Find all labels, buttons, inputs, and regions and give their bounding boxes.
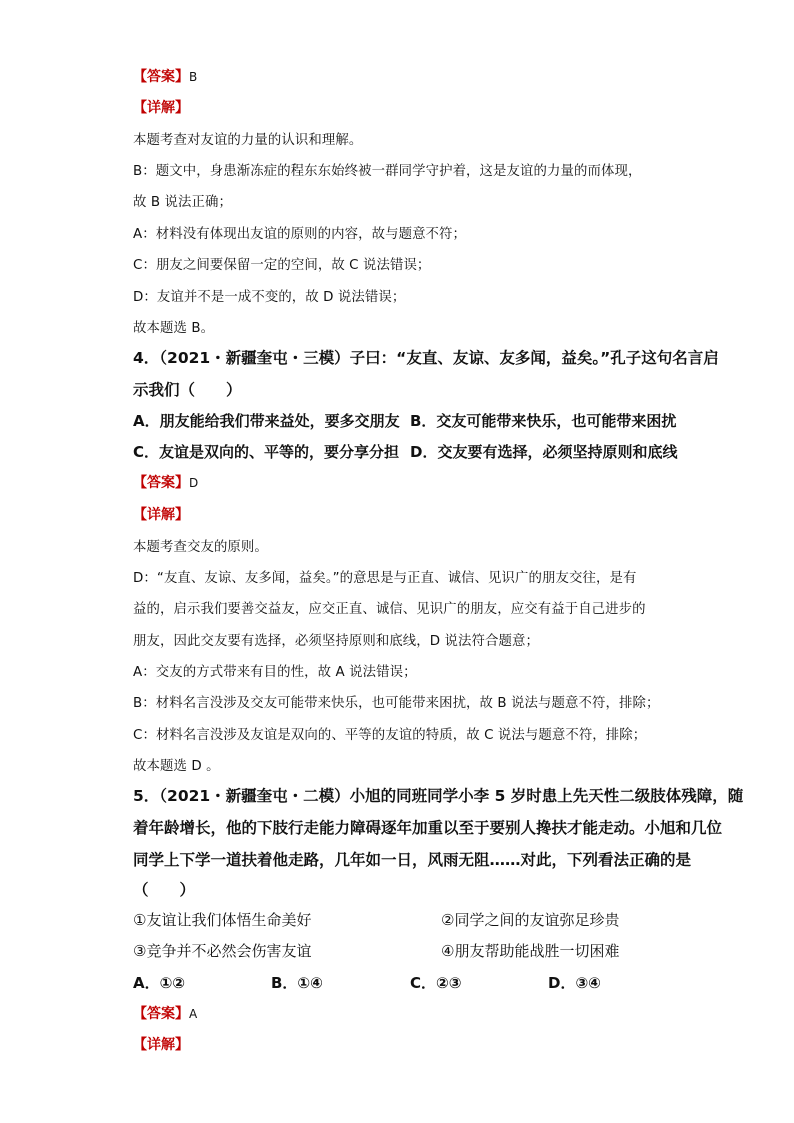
detail-line: D：友谊并不是一成不变的，故 D 说法错误； xyxy=(133,290,406,305)
detail-line: B：题文中，身患渐冻症的程东东始终被一群同学守护着，这是友谊的力量的而体现， xyxy=(133,164,642,179)
detail-line: C：材料名言没涉及友谊是双向的、平等的友谊的特质，故 C 说法与题意不符，排除； xyxy=(133,728,647,743)
answer-row-4 xyxy=(133,472,198,492)
detail-tag: 【详解】 xyxy=(133,1037,189,1053)
option-a: A．①② xyxy=(133,974,186,992)
detail-line: A：材料没有体现出友谊的原则的内容，故与题意不符； xyxy=(133,227,467,242)
detail-line: D：“友直、友谅、友多闻，益矣。”的意思是与正直、诚信、见识广的朋友交往，是有 xyxy=(133,571,637,586)
detail-line: 故 B 说法正确； xyxy=(133,195,232,210)
option-b: B．①④ xyxy=(271,974,323,992)
answer-row-1 xyxy=(133,66,197,86)
statement-4: ④朋友帮助能战胜一切困难 xyxy=(441,942,620,960)
answer-value: D xyxy=(189,476,199,490)
question-stem: 着年龄增长，他的下肢行走能力障碍逐年加重以至于要别人搀扶才能走动。小旭和几位 xyxy=(133,819,723,837)
option-b: B．交友可能带来快乐，也可能带来困扰 xyxy=(410,412,677,430)
answer-tag: 【答案】 xyxy=(133,69,189,85)
detail-line: 本题考查对友谊的力量的认识和理解。 xyxy=(133,133,363,148)
option-d: D．交友要有选择，必须坚持原则和底线 xyxy=(410,443,678,461)
answer-row-5 xyxy=(133,1003,197,1023)
statement-1: ①友谊让我们体悟生命美好 xyxy=(133,911,312,929)
question-stem: 5．（2021・新疆奎屯・二模）小旭的同班同学小李 5 岁时患上先天性二级肢体残障，随 xyxy=(133,787,744,805)
statement-3: ③竞争并不必然会伤害友谊 xyxy=(133,942,312,960)
answer-tag: 【答案】 xyxy=(133,1006,189,1022)
detail-line: B：材料名言没涉及交友可能带来快乐，也可能带来困扰，故 B 说法与题意不符，排除； xyxy=(133,696,660,711)
detail-line: 故本题选 D 。 xyxy=(133,759,220,774)
question-stem: 示我们（ ） xyxy=(133,381,242,399)
detail-tag: 【详解】 xyxy=(133,507,189,523)
answer-value: A xyxy=(189,1007,198,1021)
statement-2: ②同学之间的友谊弥足珍贵 xyxy=(441,911,620,929)
detail-line: A：交友的方式带来有目的性，故 A 说法错误； xyxy=(133,665,417,680)
detail-line: 故本题选 B。 xyxy=(133,321,215,336)
question-stem: 同学上下学一道扶着他走路，几年如一日，风雨无阻……对此，下列看法正确的是 xyxy=(133,851,692,869)
detail-line: 本题考查交友的原则。 xyxy=(133,540,268,555)
detail-line: 朋友，因此交友要有选择，必须坚持原则和底线，D 说法符合题意； xyxy=(133,634,539,649)
detail-tag: 【详解】 xyxy=(133,100,189,116)
option-c: C．友谊是双向的、平等的，要分享分担 xyxy=(133,443,400,461)
detail-line: C：朋友之间要保留一定的空间，故 C 说法错误； xyxy=(133,258,431,273)
question-stem: 4．（2021・新疆奎屯・三模）子曰：“友直、友谅、友多闻，益矣。”孔子这句名言启 xyxy=(133,349,719,367)
option-c: C．②③ xyxy=(410,974,462,992)
option-d: D．③④ xyxy=(548,974,601,992)
answer-tag: 【答案】 xyxy=(133,475,189,491)
detail-line: 益的，启示我们要善交益友，应交正直、诚信、见识广的朋友，应交有益于自己进步的 xyxy=(133,602,646,617)
option-a: A．朋友能给我们带来益处，要多交朋友 xyxy=(133,412,400,430)
answer-value: B xyxy=(189,70,198,84)
question-stem: （ ） xyxy=(133,881,196,899)
